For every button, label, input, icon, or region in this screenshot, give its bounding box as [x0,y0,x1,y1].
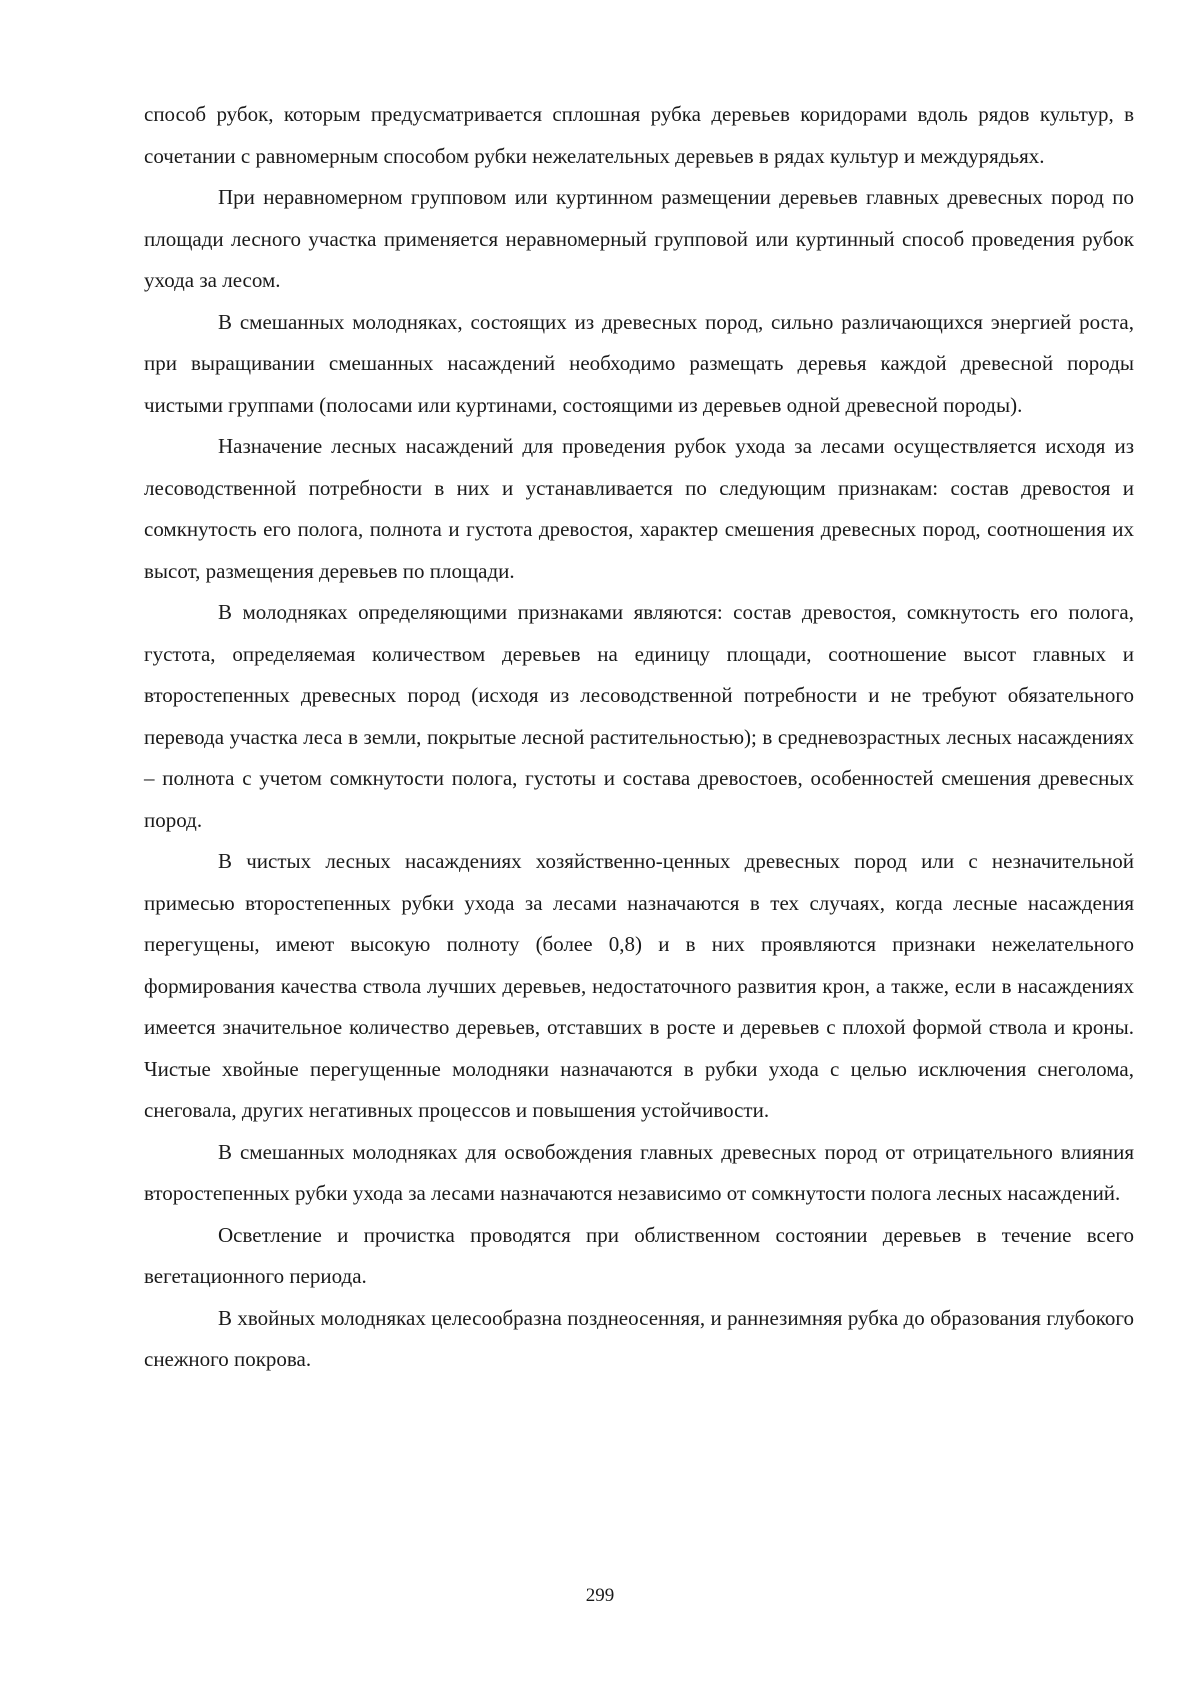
paragraph-9: В хвойных молодняках целесообразна позднеосенняя, и раннезимняя рубка до образования глубокого снежного покрова. [144,1305,1134,1371]
body-text [144,94,1134,1381]
paragraph-6: В чистых лесных насаждениях хозяйственно-ценных древесных пород или с незначительной примесью второстепенных рубки ухода за лесами назначаются в тех случаях, когда лесные насаждения перегущены, имеют высокую полноту (более 0,8) и в них проявляются признаки нежелательного формирования качества ствола лучших деревьев, недостаточного развития крон, а также, если в насаждениях имеется значительное количество деревьев, отставших в росте и деревьев с плохой формой ствола и кроны. Чистые хвойные перегущенные молодняки назначаются в рубки ухода с целью исключения снеголома, снеговала, других негативных процессов и повышения устойчивости. [144,849,1134,1122]
paragraph-2: При неравномерном групповом или куртинном размещении деревьев главных древесных пород по площади лесного участка применяется неравномерный групповой или куртинный способ проведения рубок ухода за лесом. [144,185,1134,292]
paragraph-1: способ рубок, которым предусматривается сплошная рубка деревьев коридорами вдоль рядов культур, в сочетании с равномерным способом рубки нежелательных деревьев в рядах культур и междурядьях. [144,102,1134,168]
paragraph-7: В смешанных молодняках для освобождения главных древесных пород от отрицательного влияния второстепенных рубки ухода за лесами назначаются независимо от сомкнутости полога лесных насаждений. [144,1139,1134,1205]
paragraph-5: В молодняках определяющими признаками являются: состав древостоя, сомкнутость его полога, густота, определяемая количеством деревьев на единицу площади, соотношение высот главных и второстепенных древесных пород (исходя из лесоводственной потребности и не требуют обязательного перевода участка леса в земли, покрытые лесной растительностью); в средневозрастных лесных насаждениях – полнота с учетом сомкнутости полога, густоты и состава древостоев, особенностей смешения древесных пород. [144,600,1134,832]
paragraph-4: Назначение лесных насаждений для проведения рубок ухода за лесами осуществляется исходя из лесоводственной потребности в них и устанавливается по следующим признакам: состав древостоя и сомкнутость его полога, полнота и густота древостоя, характер смешения древесных пород, соотношения их высот, размещения деревьев по площади. [144,434,1134,583]
paragraph-3: В смешанных молодняках, состоящих из древесных пород, сильно различающихся энергией роста, при выращивании смешанных насаждений необходимо размещать деревья каждой древесной породы чистыми группами (полосами или куртинами, состоящими из деревьев одной древесной породы). [144,309,1134,417]
paragraph-8: Осветление и прочистка проводятся при облиственном состоянии деревьев в течение всего вегетационного периода. [144,1222,1134,1288]
page-number: 299 [585,1585,615,1606]
